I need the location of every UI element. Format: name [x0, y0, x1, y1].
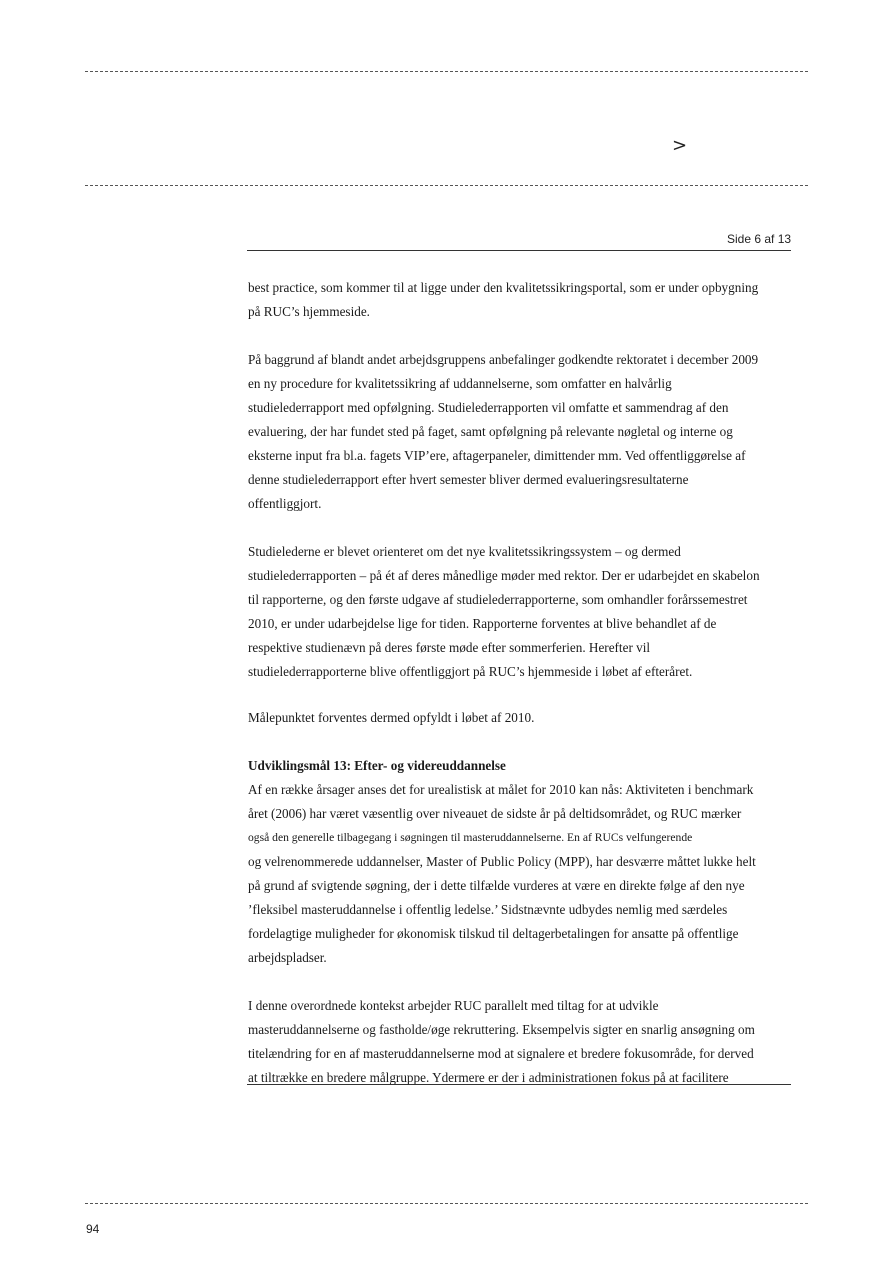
text-line: Af en række årsager anses det for urealistisk at målet for 2010 kan nås: Aktiviteten i benchmark — [248, 782, 754, 797]
arrow-glyph: > — [672, 135, 688, 156]
document-body — [248, 276, 796, 1090]
page-number: 94 — [86, 1222, 100, 1236]
footer-rule — [247, 1084, 791, 1085]
top-dashed-divider — [85, 71, 808, 72]
text-line: eksterne input fra bl.a. fagets VIP’ere, aftagerpaneler, dimittender mm. Ved offentliggørelse af — [248, 448, 746, 463]
paragraph-4: Målepunktet forventes dermed opfyldt i løbet af 2010. — [248, 710, 535, 725]
paragraph-3 — [248, 540, 796, 684]
text-line: best practice, som kommer til at ligge under den kvalitetssikringsportal, som er under opbygning — [248, 280, 759, 295]
text-line: studielederrapport med opfølgning. Studielederrapporten vil omfatte et sammendrag af den — [248, 400, 729, 415]
text-line: masteruddannelserne og fastholde/øge rekruttering. Eksempelvis sigter en snarlig ansøgning om — [248, 1022, 755, 1037]
text-line: arbejdspladser. — [248, 950, 327, 965]
text-line: I denne overordnede kontekst arbejder RUC parallelt med tiltag for at udvikle — [248, 998, 659, 1013]
text-line: fordelagtige muligheder for økonomisk tilskud til deltagerbetalingen for ansatte på offentlige — [248, 926, 739, 941]
paragraph-5 — [248, 778, 796, 970]
text-line: denne studielederrapport efter hvert semester bliver dermed evalueringsresultaterne — [248, 472, 689, 487]
bottom-dashed-divider — [85, 1203, 808, 1204]
text-line: Studielederne er blevet orienteret om det nye kvalitetssikringssystem – og dermed — [248, 544, 681, 559]
header-rule — [247, 250, 791, 251]
text-line: respektive studienævn på deres første møde efter sommerferien. Herefter vil — [248, 640, 651, 655]
text-line: studielederrapporterne blive offentliggjort på RUC’s hjemmeside i løbet af efteråret. — [248, 664, 693, 679]
text-line: På baggrund af blandt andet arbejdsgruppens anbefalinger godkendte rektoratet i december 2009 — [248, 352, 759, 367]
text-line: en ny procedure for kvalitetssikring af uddannelserne, som omfatter en halvårlig — [248, 376, 672, 391]
text-line: og velrenommerede uddannelser, Master of Public Policy (MPP), har desværre måttet lukke helt — [248, 854, 756, 869]
text-line: året (2006) har været væsentlig over niveauet de sidste år på deltidsområdet, og RUC mærker — [248, 806, 742, 821]
paragraph-2 — [248, 348, 796, 516]
text-line: på RUC’s hjemmeside. — [248, 304, 370, 319]
page-indicator: Side 6 af 13 — [727, 232, 792, 246]
text-line: titelændring for en af masteruddannelserne mod at signalere et bredere fokusområde, for derved — [248, 1046, 754, 1061]
text-line: offentliggjort. — [248, 496, 322, 511]
text-line: 2010, er under udarbejdelse lige for tiden. Rapporterne forventes at blive behandlet af de — [248, 616, 717, 631]
text-line: studielederrapporten – på ét af deres månedlige møder med rektor. Der er udarbejdet en skabelon — [248, 568, 760, 583]
header-dashed-divider — [85, 185, 808, 186]
text-line: også den generelle tilbagegang i søgningen til masteruddannelserne. En af RUCs velfungerende — [248, 831, 693, 844]
text-line: til rapporterne, og den første udgave af studielederrapporterne, som omhandler forårssemestret — [248, 592, 748, 607]
paragraph-1 — [248, 276, 796, 324]
text-line: på grund af svigtende søgning, der i dette tilfælde vurderes at være en direkte følge af den nye — [248, 878, 745, 893]
text-line: at tiltrække en bredere målgruppe. Ydermere er der i administrationen fokus på at facilitere — [248, 1070, 729, 1085]
section-heading: Udviklingsmål 13: Efter- og videreuddannelse — [248, 758, 506, 773]
text-line: evaluering, der har fundet sted på faget, samt opfølgning på relevante nøgletal og interne og — [248, 424, 733, 439]
paragraph-6 — [248, 994, 796, 1090]
text-line: ’fleksibel masteruddannelse i offentlig ledelse.’ Sidstnævnte udbydes nemlig med særdeles — [248, 902, 728, 917]
